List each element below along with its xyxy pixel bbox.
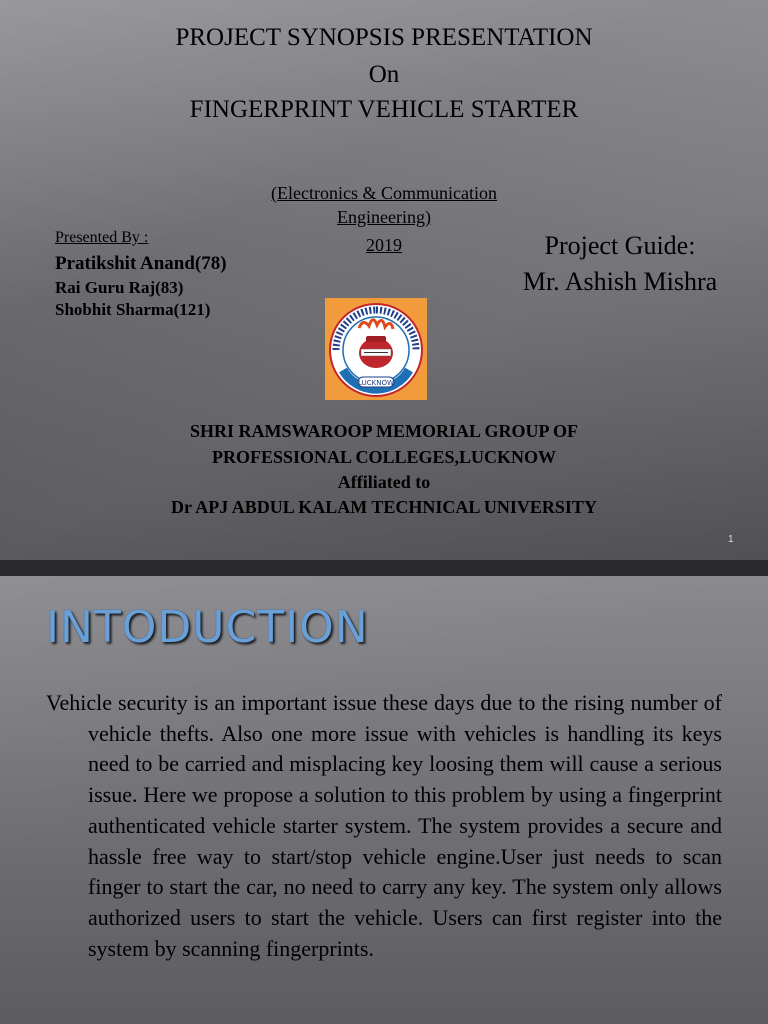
page-number: 1 <box>728 534 734 545</box>
member-3: Shobhit Sharma(121) <box>55 300 211 319</box>
member-2: Rai Guru Raj(83) <box>55 278 184 297</box>
institution-line-2: PROFESSIONAL COLLEGES,LUCKNOW <box>211 447 557 467</box>
guide-label: Project Guide: <box>544 231 696 260</box>
college-logo <box>325 298 427 400</box>
institution-line-1: SHRI RAMSWAROOP MEMORIAL GROUP OF <box>189 421 579 441</box>
department-line-2: Engineering) <box>337 207 431 227</box>
university-name: Dr APJ ABDUL KALAM TECHNICAL UNIVERSITY <box>171 497 597 517</box>
introduction-slide <box>0 576 768 1024</box>
member-1: Pratikshit Anand(78) <box>55 253 227 274</box>
title-line-1: PROJECT SYNOPSIS PRESENTATION <box>175 24 593 51</box>
presented-by-label: Presented By : <box>55 229 149 246</box>
title-line-2: On <box>368 61 400 88</box>
slide-heading: INTODUCTION <box>46 602 369 653</box>
year: 2019 <box>366 235 402 255</box>
slide-separator <box>0 560 768 576</box>
guide-name: Mr. Ashish Mishra <box>522 267 718 296</box>
introduction-paragraph: Vehicle security is an important issue these days due to the rising number of vehicle thefts. Also one more issue with vehicles is handling its keys need to be carried and misplacing key loosing them will cause a serious issue. Here we propose a solution to this problem by using a fingerprint authenticated vehicle starter system. The system provides a secure and hassle free way to start/stop vehicle engine.User just needs to scan finger to start the car, no need to carry any key. The system only allows authorized users to start the vehicle. Users can first register into the system by scanning fingerprints. <box>46 690 722 961</box>
logo-lucknow-text: LUCKNOW <box>358 379 394 387</box>
affiliated-label: Affiliated to <box>337 472 431 492</box>
college-logo-emblem-icon <box>325 298 427 400</box>
department-line-1: (Electronics & Communication <box>271 183 497 203</box>
title-line-3: FINGERPRINT VEHICLE STARTER <box>189 96 579 123</box>
